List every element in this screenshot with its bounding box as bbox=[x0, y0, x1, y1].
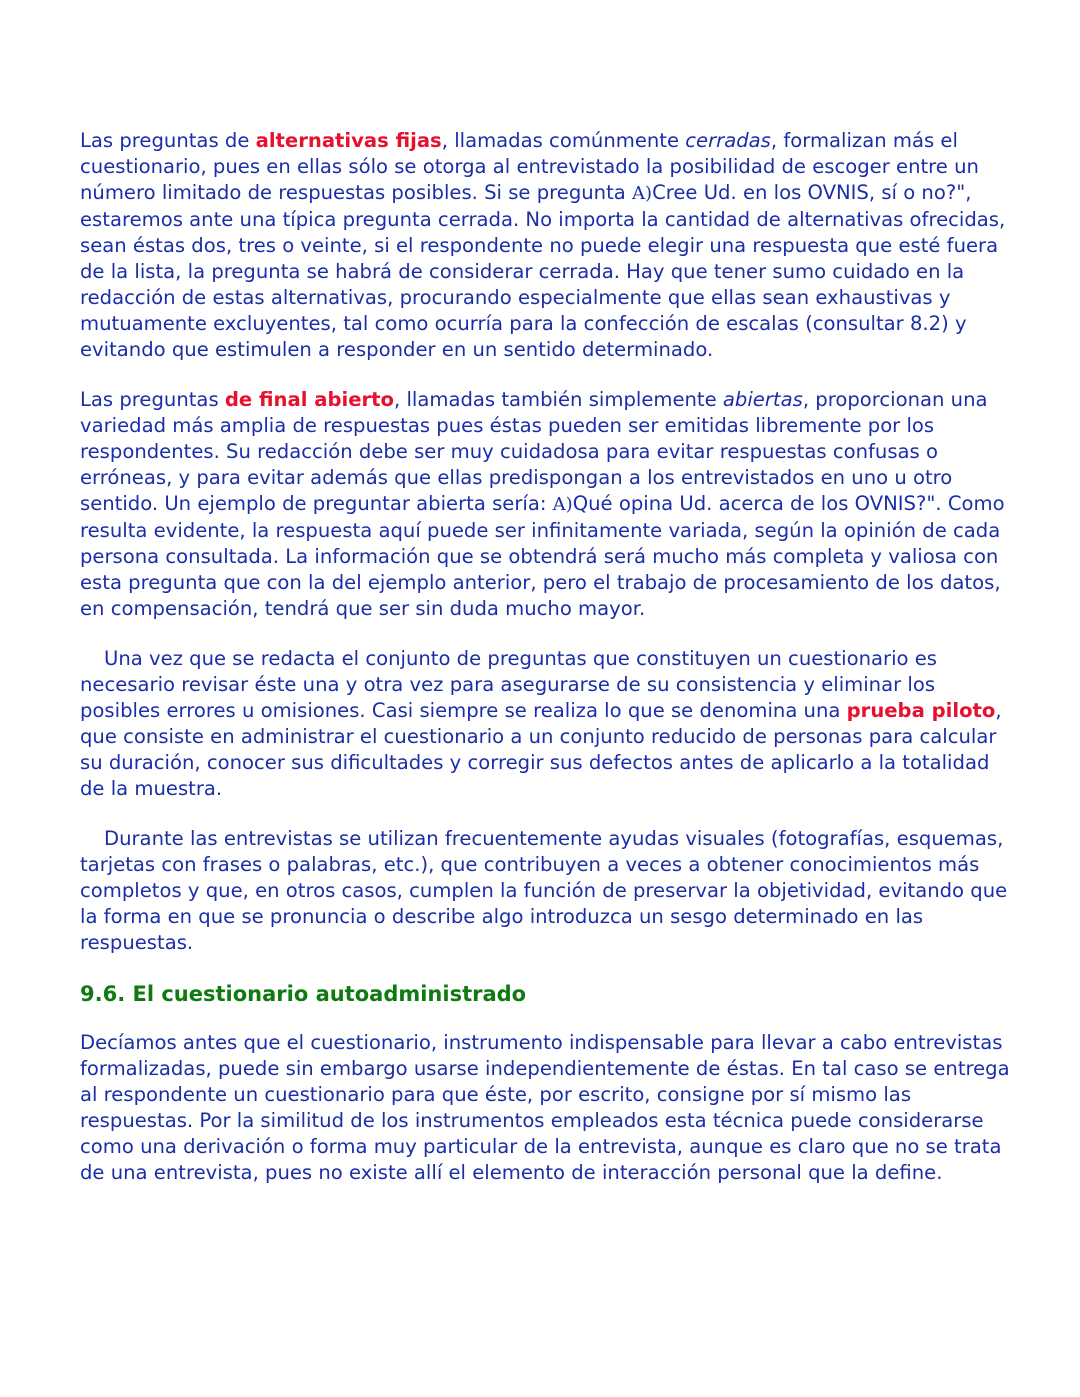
paragraph-closed-questions bbox=[80, 128, 1020, 363]
quote-glyph: A) bbox=[632, 183, 653, 204]
emphasis-term: abiertas bbox=[722, 388, 803, 411]
text-run: , llamadas comúnmente bbox=[441, 129, 686, 152]
text-run: Qué opina Ud. acerca de los OVNIS?". Como resulta evidente, la respuesta aquí puede ser infinitamente variada, según la opinión de cada persona consultada. La información que se obtendrá será mucho más completa y valiosa con esta pregunta que con la del ejemplo anterior, pero el trabajo de procesamiento de los datos, en compensación, tendrá que ser sin duda mucho mayor. bbox=[80, 492, 1005, 620]
paragraph-pilot-test bbox=[80, 646, 1020, 802]
text-run: , formalizan más el cuestionario, pues en ellas sólo se otorga al entrevistado la posibilidad de escoger entre un número limitado de respuestas posibles. Si se pregunta bbox=[80, 129, 979, 204]
text-run: , llamadas también simplemente bbox=[394, 388, 723, 411]
highlight-term: prueba piloto bbox=[846, 699, 996, 722]
quote-glyph: A) bbox=[552, 494, 573, 515]
text-run: Una vez que se redacta el conjunto de preguntas que constituyen un cuestionario es necesario revisar éste una y otra vez para asegurarse de su consistencia y eliminar los posibles errores u omisiones. Casi siempre se realiza lo que se denomina una bbox=[80, 647, 938, 722]
text-run: Las preguntas bbox=[80, 388, 225, 411]
highlight-term: de final abierto bbox=[224, 388, 395, 411]
text-run: Durante las entrevistas se utilizan frecuentemente ayudas visuales (fotografías, esquemas, tarjetas con frases o palabras, etc.), que contribuyen a veces a obtener conocimientos más completos y que, en otros casos, cumplen la función de preservar la objetividad, evitando que la forma en que se pronuncia o describe algo introduzca un sesgo determinado en las respuestas. bbox=[80, 827, 1008, 954]
paragraph-visual-aids bbox=[80, 826, 1020, 956]
document-page bbox=[80, 128, 1020, 1210]
text-run: Las preguntas de bbox=[80, 129, 256, 152]
section-heading: 9.6. El cuestionario autoadministrado bbox=[80, 982, 527, 1006]
paragraph-open-questions bbox=[80, 387, 1020, 622]
text-run: Cree Ud. en los OVNIS, sí o no?", estaremos ante una típica pregunta cerrada. No importa la cantidad de alternativas ofrecidas, sean éstas dos, tres o veinte, si el respondente no puede elegir una respuesta que esté fuera de la lista, la pregunta se habrá de considerar cerrada. Hay que tener sumo cuidado en la redacción de estas alternativas, procurando especialmente que ellas sean exhaustivas y mutuamente excluyentes, tal como ocurría para la confección de escalas (consultar 8.2) y evitando que estimulen a responder en un sentido determinado. bbox=[80, 181, 1006, 361]
emphasis-term: cerradas bbox=[685, 129, 771, 152]
text-run: Decíamos antes que el cuestionario, instrumento indispensable para llevar a cabo entrevistas formalizadas, puede sin embargo usarse independientemente de éstas. En tal caso se entrega al respondente un cuestionario para que éste, por escrito, consigne por sí mismo las respuestas. Por la similitud de los instrumentos empleados esta técnica puede considerarse como una derivación o forma muy particular de la entrevista, aunque es claro que no se trata de una entrevista, pues no existe allí el elemento de interacción personal que la define. bbox=[80, 1031, 1010, 1184]
paragraph-self-administered bbox=[80, 1030, 1020, 1186]
text-run: , que consiste en administrar el cuestionario a un conjunto reducido de personas para calcular su duración, conocer sus dificultades y corregir sus defectos antes de aplicarlo a la totalidad de la muestra. bbox=[80, 699, 1002, 800]
text-run: , proporcionan una variedad más amplia de respuestas pues éstas pueden ser emitidas libremente por los respondentes. Su redacción debe ser muy cuidadosa para evitar respuestas confusas o erróneas, y para evitar además que ellas predispongan a los entrevistados en uno u otro sentido. Un ejemplo de preguntar abierta sería: bbox=[80, 388, 988, 515]
highlight-term: alternativas fijas bbox=[255, 129, 442, 152]
